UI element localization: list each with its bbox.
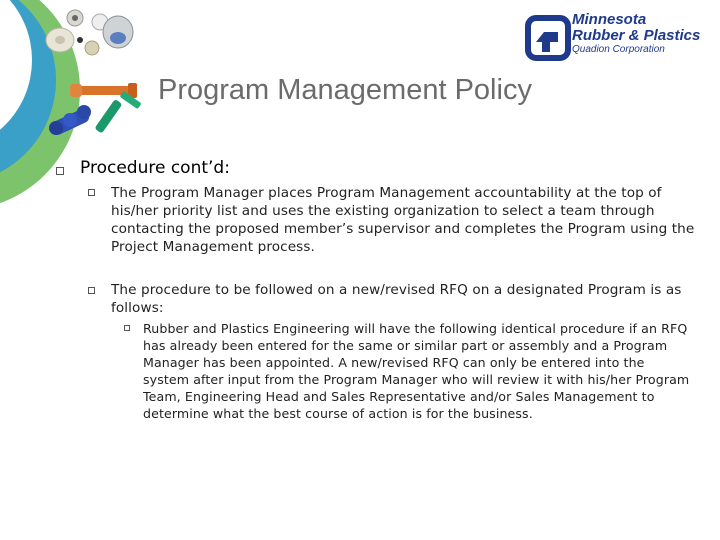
slide-title: Program Management Policy [158, 74, 532, 106]
bullet-item-rfq-procedure: The procedure to be followed on a new/revised RFQ on a designated Program is as follows: [111, 282, 682, 316]
bullet-marker-level-2 [88, 287, 95, 294]
bullet-marker-level-1 [56, 167, 64, 175]
logo-line-3: Quadion Corporation [572, 44, 665, 55]
company-logo-text [572, 12, 718, 56]
logo-line-2: Rubber & Plastics [572, 27, 701, 44]
bullet-marker-level-2 [88, 189, 95, 196]
bullet-subitem-engineering-procedure: Rubber and Plastics Engineering will have the following identical procedure if an RFQ has already been entered for the same or similar part or assembly and a Program Manager has been appointed. A new/revised RFQ can only be entered into the system after input from the Program Manager who will review it with his/her Program Team, Engineering Head and Sales Representative and/or Sales Management to determine what the best course of action is for the business. [143, 321, 690, 421]
bullet-item-program-manager: The Program Manager places Program Management accountability at the top of his/her priority list and uses the existing organization to select a team through contacting the proposed member’s supervisor and completes the Program using the Project Management process. [111, 185, 695, 255]
bullet-marker-level-3 [124, 325, 130, 331]
logo-line-1: Minnesota [572, 11, 647, 28]
procedure-heading: Procedure cont’d: [80, 158, 230, 178]
